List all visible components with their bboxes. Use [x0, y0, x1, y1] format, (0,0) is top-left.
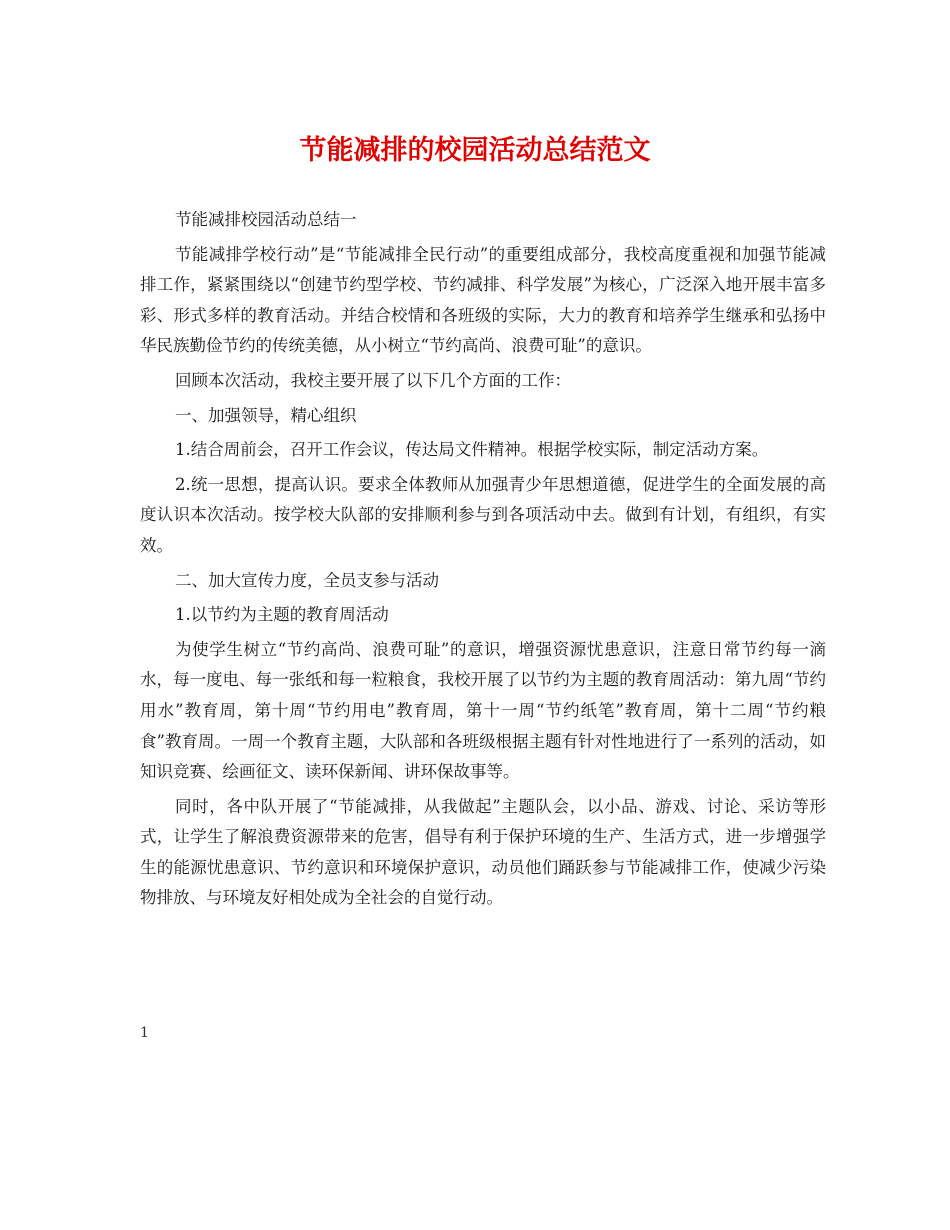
subsection-heading: 1.以节约为主题的教育周活动 — [175, 605, 389, 625]
section-heading: 一、加强领导，精心组织 — [175, 405, 357, 425]
body-paragraph: 1.结合周前会，召开工作会议，传达局文件精神。根据学校实际，制定活动方案。 — [175, 440, 769, 460]
section-heading: 节能减排校园活动总结一 — [175, 210, 357, 229]
document-body — [140, 205, 826, 918]
body-paragraph: 节能减排学校行动”是“节能减排全民行动”的重要组成部分，我校高度重视和加强节能减排工作，紧紧围绕以“创建节约型学校、节约减排、科学发展”为核心，广泛深入地开展丰富多彩、形式多样的教育活动。并结合校情和各班级的实际，大力的教育和培养学生继承和弘扬中华民族勤俭节约的传统美德，从小树立“节约高尚、浪费可耻”的意识。 — [140, 244, 826, 356]
section-heading: 二、加大宣传力度，全员支参与活动 — [175, 570, 439, 590]
page-number: 1 — [140, 1025, 149, 1041]
body-paragraph: 回顾本次活动，我校主要开展了以下几个方面的工作： — [175, 370, 571, 390]
body-paragraph: 为使学生树立“节约高尚、浪费可耻”的意识，增强资源忧患意识，注意日常节约每一滴水，每一度电、每一张纸和每一粒粮食，我校开展了以节约为主题的教育周活动：第九周“节约用水”教育周，第十周“节约用电”教育周，第十一周“节约纸笔”教育周，第十二周“节约粮食”教育周。一周一个教育主题，大队部和各班级根据主题有针对性地进行了一系列的活动，如知识竞赛、绘画征文、读环保新闻、讲环保故事等。 — [140, 639, 826, 782]
body-paragraph: 同时，各中队开展了“节能减排，从我做起”主题队会，以小品、游戏、讨论、采访等形式，让学生了解浪费资源带来的危害，倡导有利于保护环境的生产、生活方式，进一步增强学生的能源忧患意识、节约意识和环境保护意识，动员他们踊跃参与节能减排工作，使减少污染物排放、与环境友好相处成为全社会的自觉行动。 — [140, 796, 826, 908]
document-title: 节能减排的校园活动总结范文 — [299, 135, 651, 166]
body-paragraph: 2.统一思想，提高认识。要求全体教师从加强青少年思想道德，促进学生的全面发展的高度认识本次活动。按学校大队部的安排顺利参与到各项活动中去。做到有计划，有组织，有实效。 — [140, 474, 826, 555]
